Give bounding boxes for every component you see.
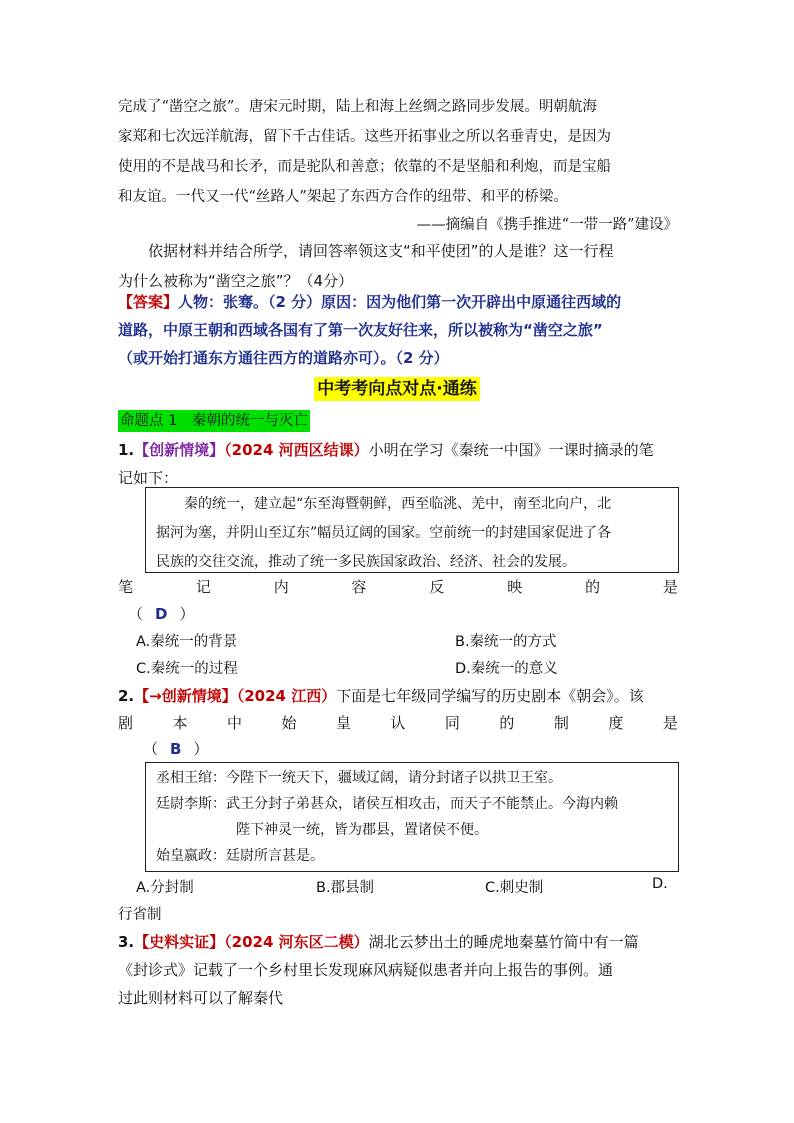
material-line: 和友谊。一代又一代“丝路人”架起了东西方合作的纽带、和平的桥梁。 — [118, 189, 568, 205]
q2-stem: 剧 本 中 始 皇 认 同 的 制 度 是 — [118, 714, 678, 732]
answer-line: 人物：张骞。（2 分）原因：因为他们第一次开辟出中原通往西域的 — [178, 293, 622, 311]
q1-option-a[interactable]: A.秦统一的背景 — [136, 634, 238, 650]
question-2 — [118, 682, 678, 710]
question-text: 湖北云梦出土的睡虎地秦墓竹简中有一篇 — [368, 933, 639, 951]
question-text: 过此则材料可以了解秦代 — [118, 989, 284, 1007]
q1-answer: （ D ） — [128, 605, 195, 623]
q1-option-b[interactable]: B.秦统一的方式 — [455, 634, 557, 650]
q1-note-box — [145, 487, 679, 573]
material-source: ——摘编自《携手推进“一带一路”建设》 — [416, 217, 678, 233]
q1-stem: 笔 记 内 容 反 映 的 是 — [118, 578, 678, 596]
q2-option-d-text: 行省制 — [118, 907, 162, 923]
q2-option-b[interactable]: B.郡县制 — [316, 880, 375, 896]
question-text: 《封诊式》记载了一个乡村里长发现麻风病疑似患者并向上报告的事例。通 — [118, 961, 614, 979]
question-number: 3. — [118, 933, 135, 951]
question-1 — [118, 436, 678, 492]
box-line: 始皇嬴政：廷尉所言甚是。 — [156, 848, 324, 864]
q2-script-box — [145, 762, 679, 872]
q1-option-d[interactable]: D.秦统一的意义 — [455, 661, 558, 677]
question-tag: 【史料实证】 — [134, 933, 225, 951]
question-text: 下面是七年级同学编写的历史剧本《朝会》。该 — [336, 687, 644, 705]
question-tag: 【创新情境】 — [134, 441, 225, 459]
q2-answer-letter: B — [170, 740, 182, 758]
q1-option-c[interactable]: C.秦统一的过程 — [136, 661, 238, 677]
box-line: 陛下神灵一统，皆为郡县，置诸侯不便。 — [236, 822, 488, 838]
q2-option-c[interactable]: C.刺史制 — [485, 880, 544, 896]
section-title: 中考考向点对点·通练 — [0, 374, 794, 399]
answer-tag: 【答案】 — [118, 293, 179, 311]
box-line: 据河为塞，并阴山至辽东”幅员辽阔的国家。空前统一的封建国家促进了各 — [156, 525, 612, 541]
q2-option-a[interactable]: A.分封制 — [136, 880, 194, 896]
question-text: 记如下： — [118, 469, 179, 487]
material-line: 完成了“凿空之旅”。唐宋元时期，陆上和海上丝绸之路同步发展。明朝航海 — [118, 99, 597, 115]
question-tag: 【→创新情境】 — [134, 687, 237, 705]
question-line: 为什么被称为“凿空之旅”？（4分） — [118, 272, 354, 290]
question-source: （2024 河东区二模） — [224, 933, 369, 951]
q2-answer: （ B ） — [143, 740, 209, 758]
box-line: 廷尉李斯：武王分封子弟甚众，诸侯互相攻击，而天子不能禁止。今海内赖 — [156, 796, 618, 812]
answer-line: 道路，中原王朝和西域各国有了第一次友好往来，所以被称为“凿空之旅” — [118, 321, 603, 339]
question-source: （2024 河西区结课） — [224, 441, 369, 459]
question-number: 1. — [118, 441, 135, 459]
question-line: 依据材料并结合所学，请回答率领这支“和平使团”的人是谁？这一行程 — [148, 242, 614, 260]
box-line: 民族的交往交流，推动了统一多民族国家政治、经济、社会的发展。 — [156, 554, 576, 570]
question-text: 小明在学习《秦统一中国》一课时摘录的笔 — [368, 441, 654, 459]
material-question — [118, 236, 678, 296]
material-line: 家郑和七次远洋航海，留下千古佳话。这些开拓事业之所以名垂青史，是因为 — [118, 129, 611, 145]
topic-label: 命题点 1 秦朝的统一与灭亡 — [118, 410, 310, 432]
q2-option-d[interactable]: D. — [652, 876, 668, 892]
box-line: 丞相王绾：今陛下一统天下，疆域辽阔，请分封诸子以拱卫王室。 — [156, 770, 562, 786]
q1-answer-letter: D — [155, 605, 168, 623]
answer-line: （或开始打通东方通往西方的道路亦可）。（2 分） — [118, 349, 449, 367]
box-line: 秦的统一，建立起“东至海暨朝鲜，西至临洮、羌中，南至北向户，北 — [184, 496, 612, 512]
material-passage — [118, 92, 678, 212]
material-line: 使用的不是战马和长矛，而是驼队和善意；依靠的不是坚船和利炮，而是宝船 — [118, 159, 611, 175]
question-number: 2. — [118, 687, 135, 705]
question-source: （2024 江西） — [236, 687, 337, 705]
answer-block — [118, 288, 678, 372]
question-3 — [118, 928, 678, 1012]
